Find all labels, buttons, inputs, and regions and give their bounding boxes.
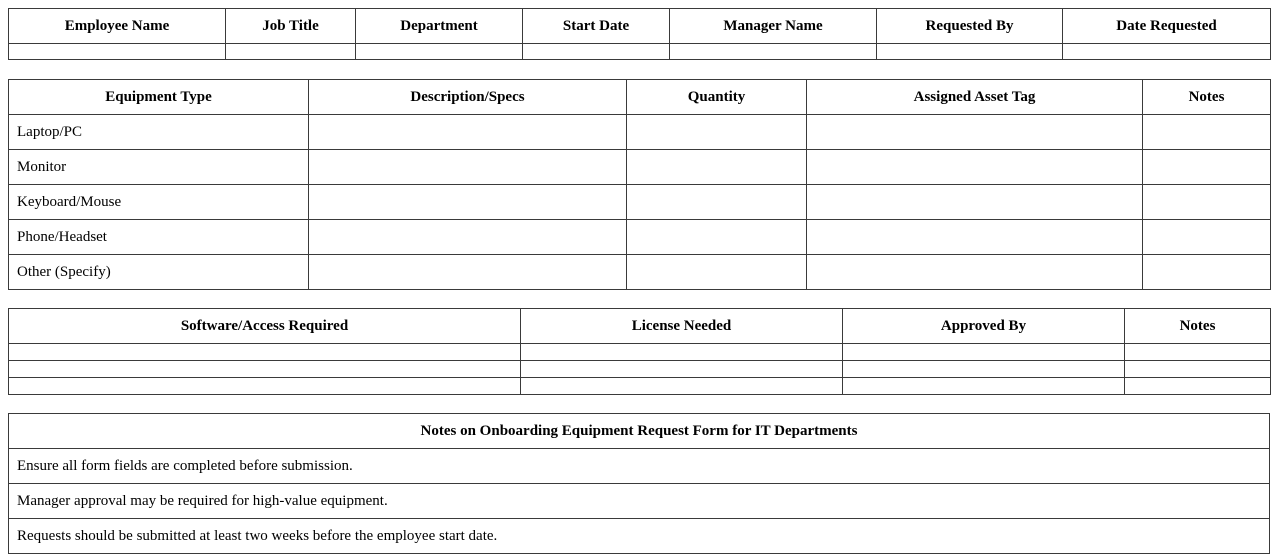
quantity-cell[interactable] xyxy=(627,220,807,255)
equipment-type-cell: Keyboard/Mouse xyxy=(9,185,309,220)
header-quantity: Quantity xyxy=(627,80,807,115)
table-row xyxy=(9,344,1271,361)
date-requested-cell[interactable] xyxy=(1063,44,1271,60)
table-header-row xyxy=(9,80,1271,115)
notes-cell[interactable] xyxy=(1125,378,1271,395)
table-row xyxy=(9,361,1271,378)
description-cell[interactable] xyxy=(309,150,627,185)
equipment-type-cell: Other (Specify) xyxy=(9,255,309,290)
asset-tag-cell[interactable] xyxy=(807,115,1143,150)
table-row xyxy=(9,449,1270,484)
approved-by-cell[interactable] xyxy=(843,344,1125,361)
description-cell[interactable] xyxy=(309,255,627,290)
software-access-table xyxy=(8,308,1271,395)
notes-cell[interactable] xyxy=(1125,361,1271,378)
note-item: Manager approval may be required for high-value equipment. xyxy=(9,484,1270,519)
notes-cell[interactable] xyxy=(1143,255,1271,290)
header-employee-name: Employee Name xyxy=(9,9,226,44)
license-cell[interactable] xyxy=(521,378,843,395)
equipment-type-cell: Laptop/PC xyxy=(9,115,309,150)
table-row xyxy=(9,484,1270,519)
header-manager-name: Manager Name xyxy=(670,9,877,44)
header-start-date: Start Date xyxy=(523,9,670,44)
notes-cell[interactable] xyxy=(1143,150,1271,185)
table-row xyxy=(9,185,1271,220)
notes-cell[interactable] xyxy=(1143,115,1271,150)
requested-by-cell[interactable] xyxy=(877,44,1063,60)
license-cell[interactable] xyxy=(521,344,843,361)
table-row xyxy=(9,519,1270,554)
quantity-cell[interactable] xyxy=(627,255,807,290)
software-cell[interactable] xyxy=(9,378,521,395)
manager-name-cell[interactable] xyxy=(670,44,877,60)
header-equipment-type: Equipment Type xyxy=(9,80,309,115)
asset-tag-cell[interactable] xyxy=(807,220,1143,255)
header-assigned-asset-tag: Assigned Asset Tag xyxy=(807,80,1143,115)
table-header-row xyxy=(9,309,1271,344)
header-notes: Notes xyxy=(1143,80,1271,115)
table-row xyxy=(9,115,1271,150)
header-job-title: Job Title xyxy=(226,9,356,44)
job-title-cell[interactable] xyxy=(226,44,356,60)
table-row xyxy=(9,44,1271,60)
quantity-cell[interactable] xyxy=(627,150,807,185)
asset-tag-cell[interactable] xyxy=(807,185,1143,220)
header-requested-by: Requested By xyxy=(877,9,1063,44)
department-cell[interactable] xyxy=(356,44,523,60)
software-cell[interactable] xyxy=(9,344,521,361)
description-cell[interactable] xyxy=(309,185,627,220)
header-approved-by: Approved By xyxy=(843,309,1125,344)
start-date-cell[interactable] xyxy=(523,44,670,60)
header-date-requested: Date Requested xyxy=(1063,9,1271,44)
quantity-cell[interactable] xyxy=(627,115,807,150)
description-cell[interactable] xyxy=(309,220,627,255)
approved-by-cell[interactable] xyxy=(843,361,1125,378)
note-item: Requests should be submitted at least two weeks before the employee start date. xyxy=(9,519,1270,554)
software-cell[interactable] xyxy=(9,361,521,378)
notes-table xyxy=(8,413,1270,554)
equipment-type-cell: Phone/Headset xyxy=(9,220,309,255)
header-license-needed: License Needed xyxy=(521,309,843,344)
table-row xyxy=(9,150,1271,185)
employee-info-table xyxy=(8,8,1271,60)
notes-cell[interactable] xyxy=(1143,185,1271,220)
table-row xyxy=(9,378,1271,395)
header-software-access: Software/Access Required xyxy=(9,309,521,344)
equipment-table xyxy=(8,79,1271,290)
quantity-cell[interactable] xyxy=(627,185,807,220)
equipment-type-cell: Monitor xyxy=(9,150,309,185)
table-row xyxy=(9,255,1271,290)
header-department: Department xyxy=(356,9,523,44)
table-header-row xyxy=(9,414,1270,449)
approved-by-cell[interactable] xyxy=(843,378,1125,395)
table-row xyxy=(9,220,1271,255)
note-item: Ensure all form fields are completed before submission. xyxy=(9,449,1270,484)
header-notes: Notes xyxy=(1125,309,1271,344)
notes-title: Notes on Onboarding Equipment Request Form for IT Departments xyxy=(9,414,1270,449)
header-description-specs: Description/Specs xyxy=(309,80,627,115)
asset-tag-cell[interactable] xyxy=(807,150,1143,185)
table-header-row xyxy=(9,9,1271,44)
employee-name-cell[interactable] xyxy=(9,44,226,60)
notes-cell[interactable] xyxy=(1143,220,1271,255)
license-cell[interactable] xyxy=(521,361,843,378)
description-cell[interactable] xyxy=(309,115,627,150)
asset-tag-cell[interactable] xyxy=(807,255,1143,290)
notes-cell[interactable] xyxy=(1125,344,1271,361)
